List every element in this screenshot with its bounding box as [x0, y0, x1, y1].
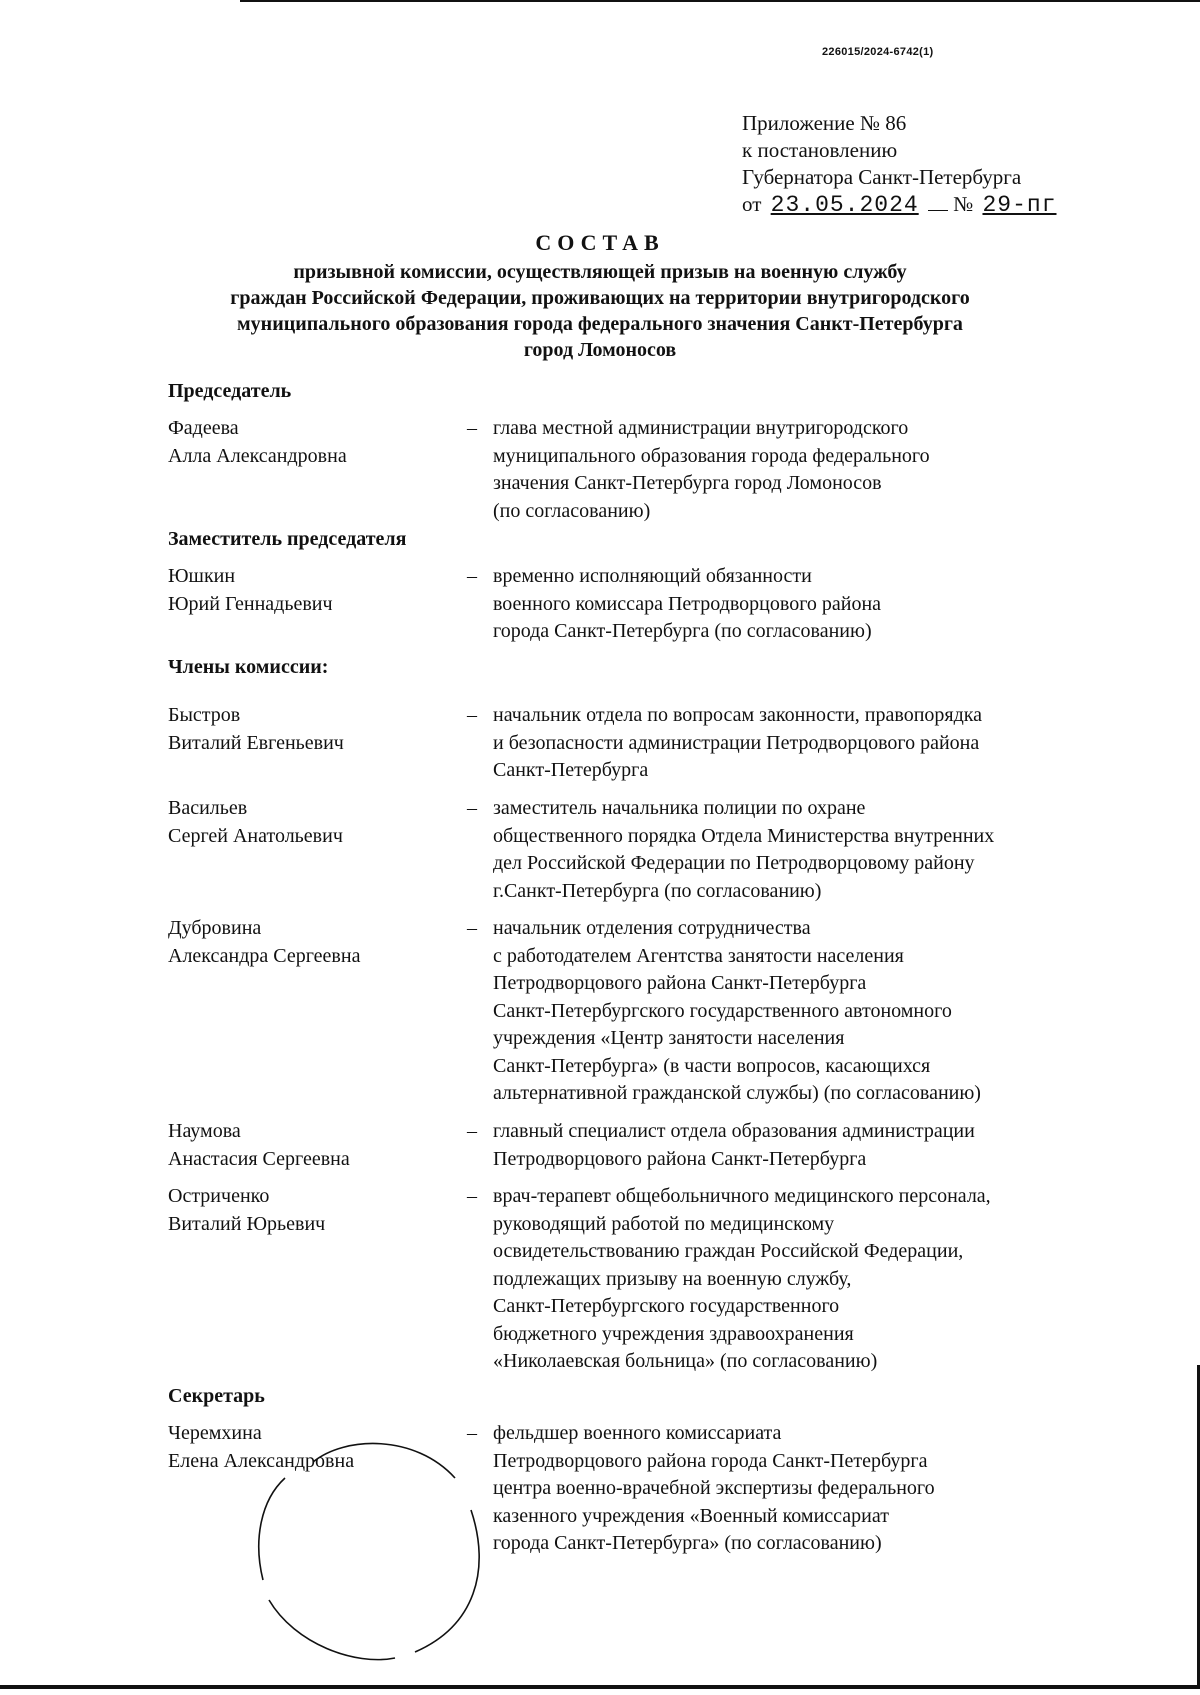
section-deputy: Заместитель председателя: [168, 528, 407, 550]
dash: –: [467, 565, 477, 587]
subtitle-line: город Ломоносов: [523, 339, 677, 361]
date-prefix: от: [742, 192, 762, 216]
order-number: 29-пг: [982, 192, 1057, 218]
top-border-line: [240, 0, 1200, 2]
member-role: врач-терапевт общебольничного медицинского персонала, руководящий работой по медицинскому освидетельствованию граждан Российской Федерации, подлежащих призыву на военную службу, Санкт-Петербургского государственного бюджетного учреждения здравоохранения «Николаевская больница» (по согласованию): [493, 1185, 991, 1372]
subtitle-line: призывной комиссии, осуществляющей призыв на военную службу: [293, 261, 907, 283]
section-chair: Председатель: [168, 380, 292, 402]
appendix-line-1: Приложение № 86: [742, 111, 907, 135]
section-secretary: Секретарь: [168, 1385, 265, 1407]
section-members: Члены комиссии:: [168, 656, 329, 678]
appendix-line-2: к постановлению: [742, 138, 898, 162]
order-date: 23.05.2024: [770, 192, 919, 218]
document-subtitle: [150, 259, 1050, 363]
member-name: Васильев Сергей Анатольевич: [168, 797, 343, 847]
member-role: фельдшер военного комиссариата Петродворцового района города Санкт-Петербурга центра военно-врачебной экспертизы федерального казенного учреждения «Военный комиссариат города Санкт-Петербурга» (по согласованию): [493, 1422, 935, 1554]
document-title: СОСТАВ: [535, 230, 665, 255]
member-role: заместитель начальника полиции по охране общественного порядка Отдела Министерства внутренних дел Российской Федерации по Петродворцовому району г.Санкт-Петербурга (по согласованию): [493, 797, 995, 902]
member-name: Быстров Виталий Евгеньевич: [168, 704, 344, 754]
appendix-line-3: Губернатора Санкт-Петербурга: [742, 165, 1022, 189]
member-role: начальник отделения сотрудничества с работодателем Агентства занятости населения Петродворцового района Санкт-Петербурга Санкт-Петербургского государственного автономного учреждения «Центр занятости населения Санкт-Петербурга» (в части вопросов, касающихся альтернативной гражданской службы) (по согласованию): [493, 917, 981, 1104]
dash: –: [467, 417, 477, 439]
dash: –: [467, 1120, 477, 1142]
stamp-circle-icon: [255, 1430, 487, 1662]
member-name: Остриченко Виталий Юрьевич: [168, 1185, 326, 1235]
member-role: временно исполняющий обязанности военного комиссара Петродворцового района города Санкт-Петербурга (по согласованию): [493, 565, 882, 642]
member-name: Дубровина Александра Сергеевна: [168, 917, 361, 967]
dash: –: [467, 1422, 477, 1444]
bottom-border-line: [0, 1685, 1200, 1689]
dash: –: [467, 917, 477, 939]
dash: –: [467, 797, 477, 819]
member-role: начальник отдела по вопросам законности, правопорядка и безопасности администрации Петродворцового района Санкт-Петербурга: [493, 704, 983, 781]
dash: –: [467, 1185, 477, 1207]
dash: –: [467, 704, 477, 726]
member-role: глава местной администрации внутригородского муниципального образования города федерального значения Санкт-Петербурга город Ломоносов (по согласованию): [493, 417, 930, 522]
member-name: Фадеева Алла Александровна: [168, 417, 347, 467]
member-name: Юшкин Юрий Геннадьевич: [168, 565, 333, 615]
document-id: 226015/2024-6742(1): [822, 46, 934, 58]
order-date-number-line: [742, 191, 1061, 219]
member-name: Наумова Анастасия Сергеевна: [168, 1120, 350, 1170]
appendix-block: [742, 110, 1061, 219]
number-prefix: №: [953, 192, 974, 216]
subtitle-line: муниципального образования города федерального значения Санкт-Петербурга: [237, 313, 963, 335]
underline-gap: [928, 192, 948, 211]
member-name: Черемхина Елена Александровна: [168, 1422, 355, 1472]
member-role: главный специалист отдела образования администрации Петродворцового района Санкт-Петербурга: [493, 1120, 975, 1170]
subtitle-line: граждан Российской Федерации, проживающих на территории внутригородского: [230, 287, 970, 309]
